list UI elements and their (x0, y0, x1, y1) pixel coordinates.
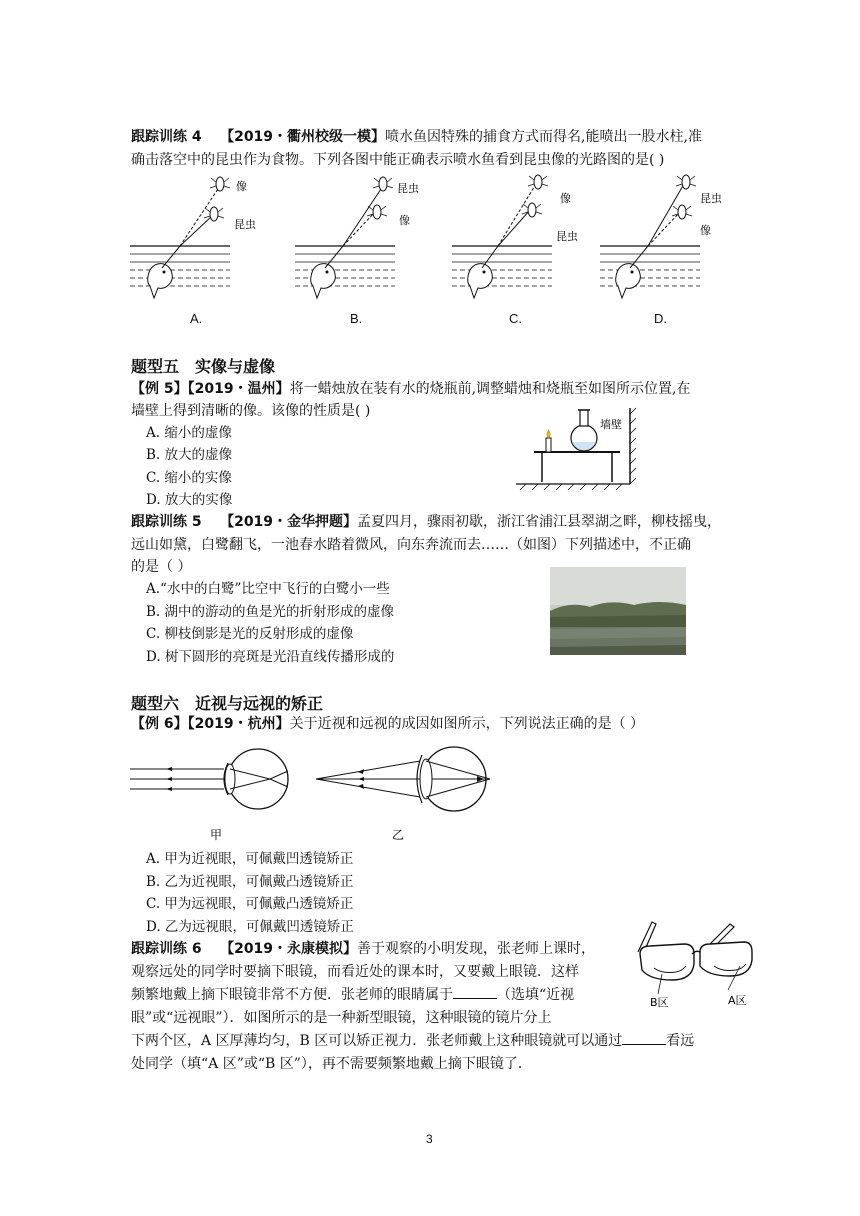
example5-option-b: B. 放大的虚像 (146, 447, 233, 463)
example6-text: 关于近视和远视的成因如图所示，下列说法正确的是（ ） (289, 716, 645, 732)
example5-option-a: A. 缩小的虚像 (146, 425, 232, 441)
example5-line2: 墙壁上得到清晰的像。该像的性质是( ) (131, 403, 371, 419)
eye-diagrams (130, 745, 530, 845)
figure-b-top-label: 昆虫 (397, 182, 419, 195)
zone-b-label: B区 (650, 996, 669, 1009)
figure-c-top-label: 像 (560, 192, 571, 205)
eye-diagram-jia-label: 甲 (210, 828, 223, 842)
practice5-option-b: B. 湖中的游动的鱼是光的折射形成的虚像 (146, 604, 395, 620)
practice4-line1 (131, 126, 702, 148)
glasses-figure (630, 918, 760, 1010)
practice6-source: 【2019・永康模拟】 (220, 941, 358, 957)
section5-title: 题型五 实像与虚像 (131, 357, 276, 376)
figure-d-top-label: 昆虫 (700, 192, 722, 205)
lake-photo (550, 567, 686, 655)
caption-b: B. (350, 311, 363, 326)
figure-d (600, 175, 722, 298)
example6-option-a: A. 甲为近视眼，可佩戴凹透镜矫正 (146, 851, 354, 867)
section6-title: 题型六 近视与远视的矫正 (131, 694, 324, 713)
example6-option-d: D. 乙为远视眼，可佩戴凹透镜矫正 (146, 919, 354, 935)
practice6-line1 (131, 938, 595, 960)
practice6-text3a: 频繁地戴上摘下眼镜非常不方便．张老师的眼睛属于 (131, 987, 453, 1003)
practice4-label: 跟踪训练 4 (131, 129, 202, 145)
answer-blank-zone[interactable] (622, 1030, 666, 1045)
eye-diagram-jia (130, 749, 288, 809)
example6-option-c: C. 甲为远视眼，可佩戴凸透镜矫正 (146, 896, 354, 912)
practice4-source: 【2019・衢州校级一模】 (220, 129, 386, 145)
figure-a (130, 177, 256, 298)
practice5-option-c: C. 柳枝倒影是光的反射形成的虚像 (146, 626, 354, 642)
figure-d-bottom-label: 像 (700, 224, 711, 237)
practice5-source: 【2019・金华押题】 (220, 514, 358, 530)
candle-flask-wall-figure (512, 406, 652, 492)
practice4-text1: 喷水鱼因特殊的捕食方式而得名,能喷出一股水柱,准 (385, 129, 702, 145)
figure-a-bottom-label: 昆虫 (234, 218, 256, 231)
practice5-option-a: A.“水中的白鹭”比空中飞行的白鹭小一些 (146, 581, 390, 597)
example5-line1 (131, 378, 691, 400)
practice6-text5b: 看远 (666, 1033, 695, 1049)
example6-option-b: B. 乙为近视眼，可佩戴凸透镜矫正 (146, 874, 354, 890)
practice6-line4: 眼”或“远视眼”）．如图所示的是一种新型眼镜，这种眼镜的镜片分上 (131, 1010, 552, 1026)
answer-blank-eye-type[interactable] (453, 984, 497, 999)
example6-label: 【例 6】 (131, 716, 188, 732)
example5-source: 【2019・温州】 (187, 381, 290, 397)
figure-b-bottom-label: 像 (399, 214, 410, 227)
practice6-line5 (131, 1030, 694, 1052)
practice5-text1: 孟夏四月，骤雨初歇，浙江省浦江县翠湖之畔，柳枝摇曳， (357, 514, 722, 530)
caption-a: A. (190, 311, 203, 326)
practice6-line3 (131, 984, 574, 1006)
practice6-line2: 观察远处的同学时要摘下眼镜，而看近处的课本时，又要戴上眼镜．这样 (131, 964, 579, 980)
wall-label: 墙壁 (600, 418, 622, 431)
practice5-line1 (131, 511, 721, 533)
practice6-text3b: （选填“近视 (497, 987, 575, 1003)
practice6-text5a: 下两个区，A 区厚薄均匀，B 区可以矫正视力．张老师戴上这种眼镜就可以通过 (131, 1033, 623, 1049)
practice5-option-d: D. 树下圆形的亮斑是光沿直线传播形成的 (146, 649, 395, 665)
fish-light-path-figures (130, 172, 740, 302)
figure-b (295, 177, 419, 298)
figure-c (452, 175, 578, 298)
eye-diagram-yi-label: 乙 (392, 828, 405, 842)
example5-option-c: C. 缩小的实像 (146, 470, 232, 486)
eye-diagram-yi (316, 747, 490, 811)
practice5-label: 跟踪训练 5 (131, 514, 202, 530)
practice6-text1: 善于观察的小明发现，张老师上课时， (357, 941, 596, 957)
page-number: 3 (426, 1132, 433, 1146)
caption-c: C. (509, 311, 522, 326)
example5-label: 【例 5】 (131, 381, 188, 397)
practice4-line2: 确击落空中的昆虫作为食物。下列各图中能正确表示喷水鱼看到昆虫像的光路图的是( ) (131, 152, 665, 168)
practice5-line2: 远山如黛，白鹭翻飞，一池春水踏着微风，向东奔流而去……（如图）下列描述中，不正确 (131, 537, 691, 553)
example6-line (131, 713, 644, 735)
practice6-line6: 处同学（填“A 区”或“B 区”），再不需要频繁地戴上摘下眼镜了． (131, 1056, 532, 1072)
practice5-line3: 的是（ ） (131, 559, 192, 575)
example5-text1: 将一蜡烛放在装有水的烧瓶前,调整蜡烛和烧瓶至如图所示位置,在 (289, 381, 691, 397)
caption-d: D. (654, 311, 667, 326)
example6-source: 【2019・杭州】 (187, 716, 290, 732)
practice6-label: 跟踪训练 6 (131, 941, 202, 957)
zone-a-label: A区 (728, 994, 747, 1007)
figure-a-top-label: 像 (236, 180, 247, 193)
example5-option-d: D. 放大的实像 (146, 492, 233, 508)
figure-c-bottom-label: 昆虫 (556, 230, 578, 243)
